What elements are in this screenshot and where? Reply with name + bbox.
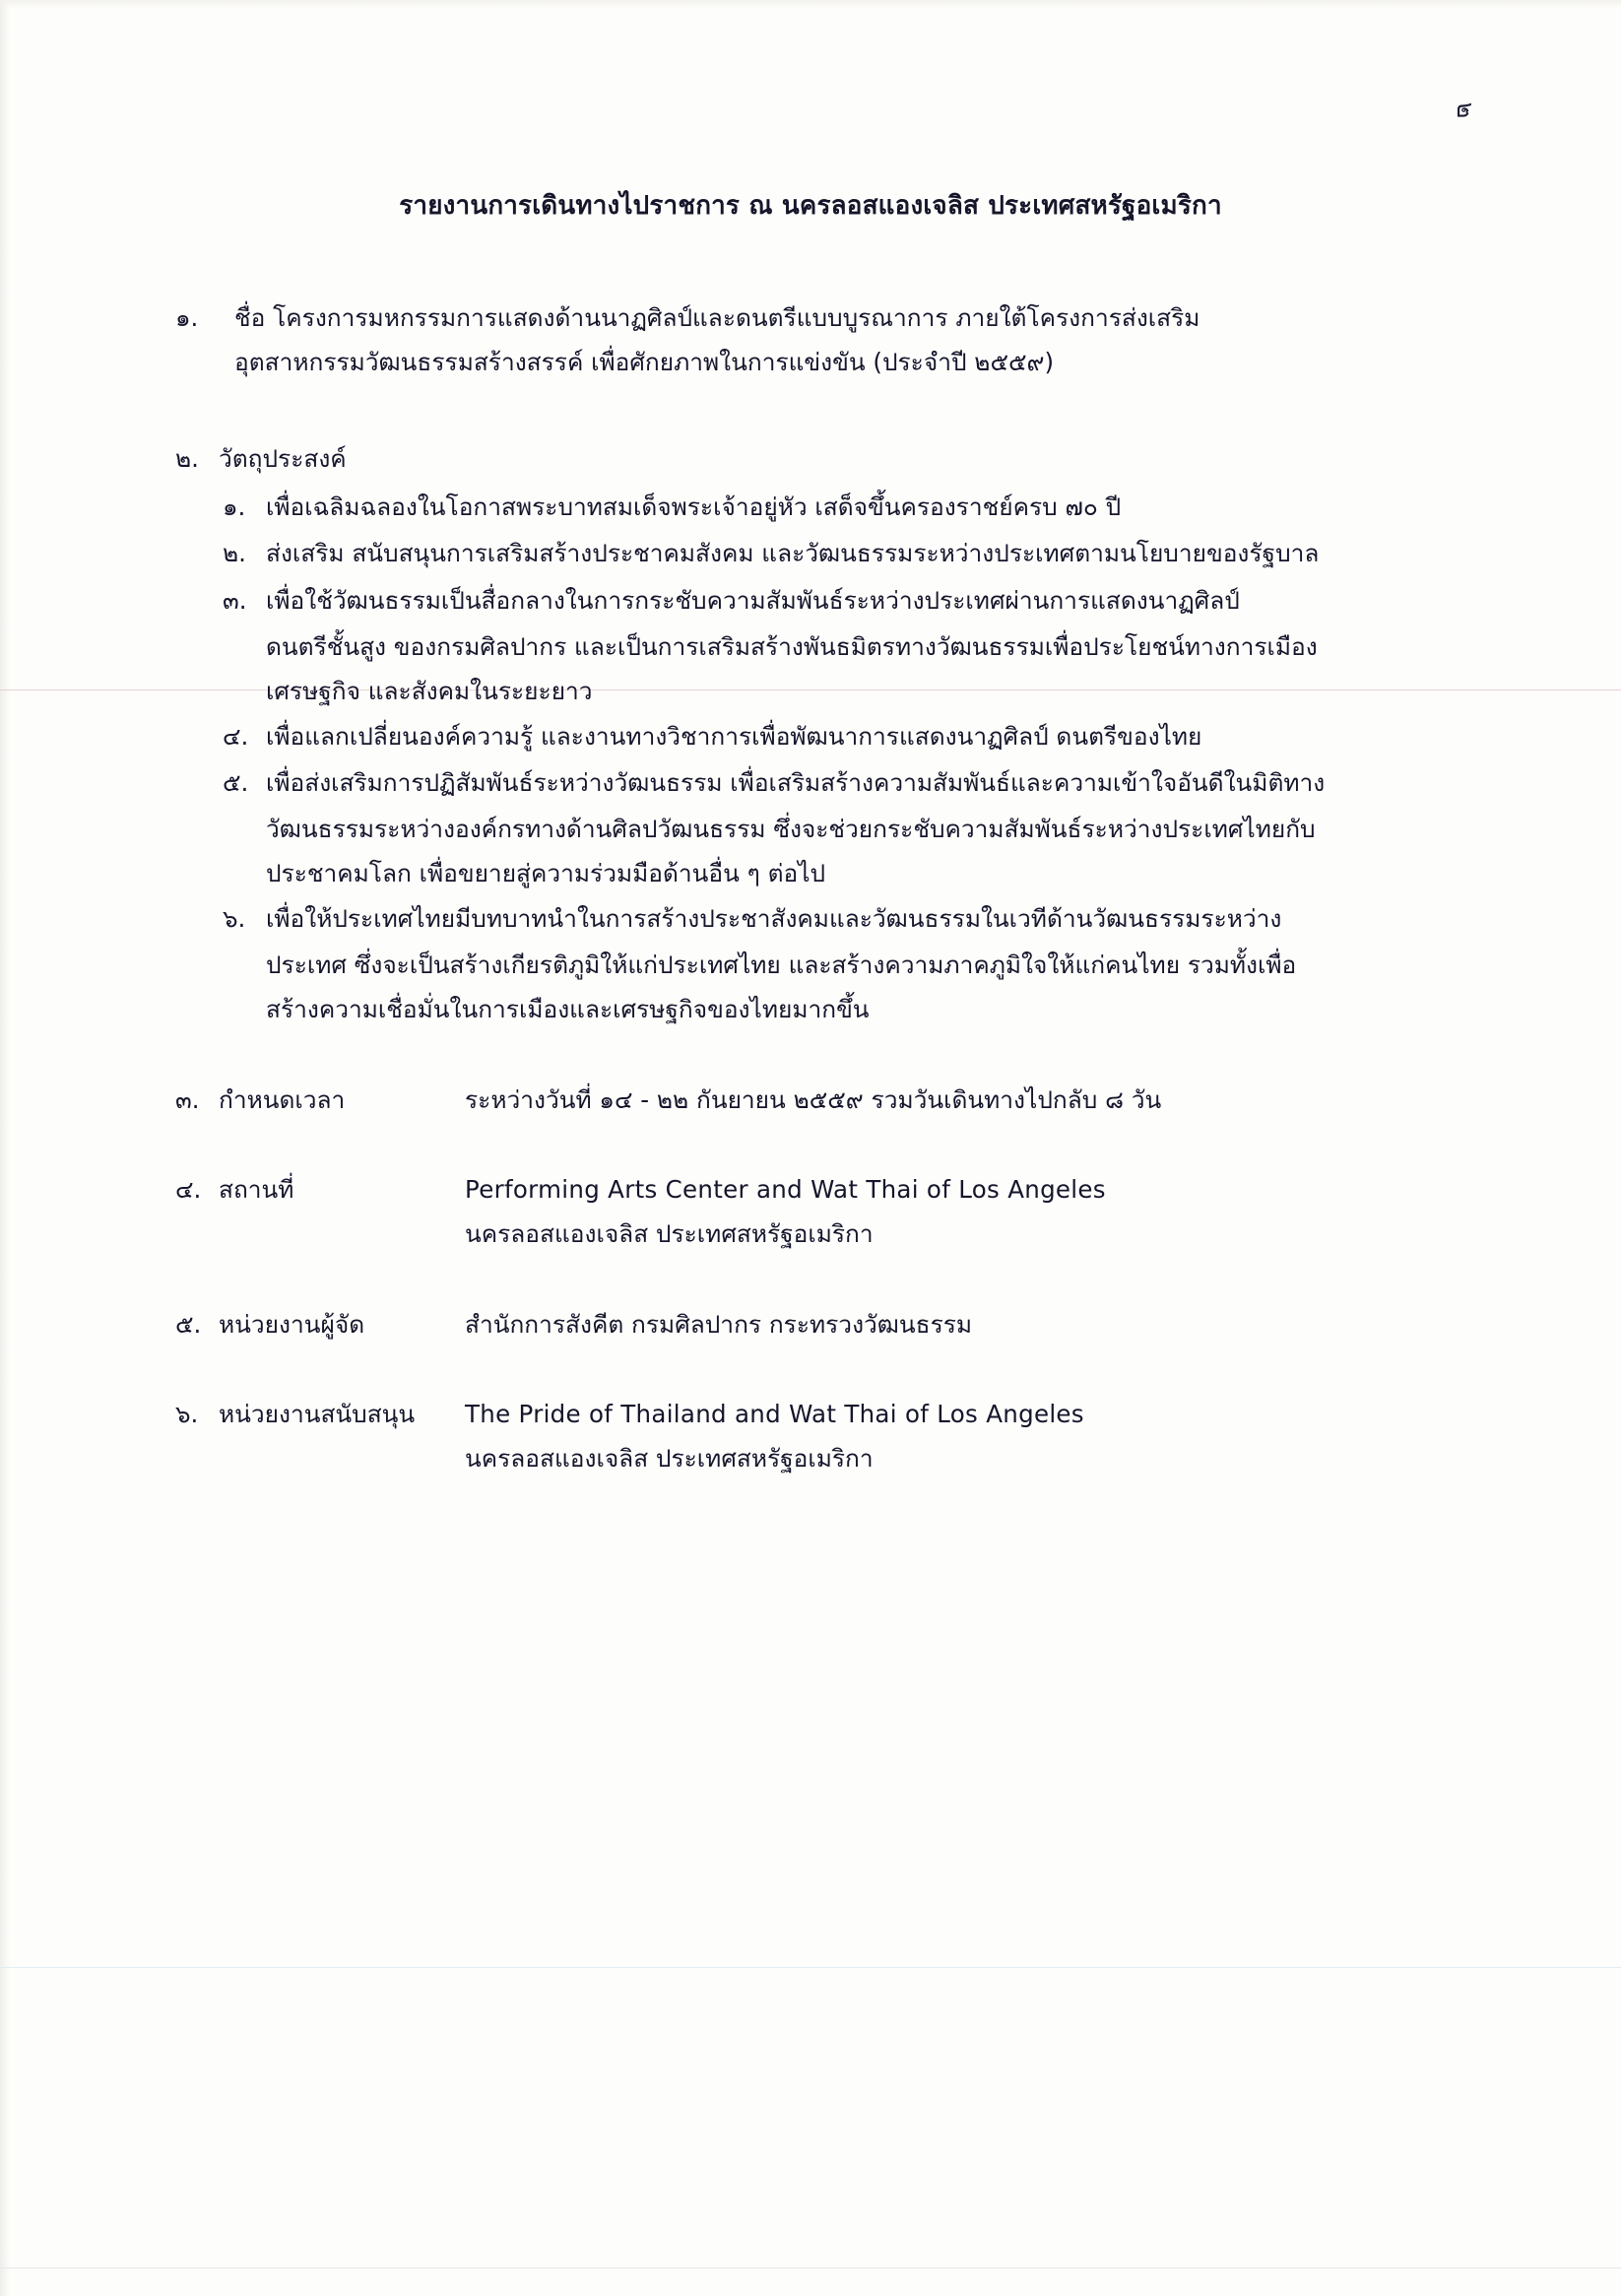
objective-line: เพื่อให้ประเทศไทยมีบทบาทนำในการสร้างประชาสังคมและวัฒนธรรมในเวทีด้านวัฒนธรรมระหว่าง	[266, 903, 1282, 933]
field-label: กำหนดเวลา	[219, 1084, 346, 1114]
page-title: รายงานการเดินทางไปราชการ ณ นครลอสแองเจลิส ประเทศสหรัฐอเมริกา	[399, 191, 1222, 221]
objective-line: เพื่อใช้วัฒนธรรมเป็นสื่อกลางในการกระชับความสัมพันธ์ระหว่างประเทศผ่านการแสดงนาฏศิลป์	[266, 585, 1240, 615]
scan-artifact-line-blue	[0, 1967, 1621, 1968]
field-value-line2: นครลอสแองเจลิส ประเทศสหรัฐอเมริกา	[465, 1219, 874, 1249]
field-label: สถานที่	[219, 1175, 294, 1204]
list-item	[223, 531, 1475, 575]
document-body	[175, 295, 1475, 1481]
field-value-line2: นครลอสแองเจลิส ประเทศสหรัฐอเมริกา	[465, 1444, 874, 1474]
objectives-list	[175, 485, 1475, 1032]
field-marker: ๔.	[175, 1175, 202, 1204]
objective-line: สร้างความเชื่อมั่นในการเมืองและเศรษฐกิจของไทยมากขึ้น	[266, 995, 870, 1024]
section1-line1: ชื่อ โครงการมหกรรมการแสดงด้านนาฏศิลป์และดนตรีแบบบูรณาการ ภายใต้โครงการส่งเสริม	[234, 303, 1200, 332]
list-item	[223, 578, 1475, 714]
field-marker: ๖.	[175, 1399, 199, 1428]
field-row-supporter	[175, 1392, 1475, 1481]
objective-line: ส่งเสริม สนับสนุนการเสริมสร้างประชาคมสังคม และวัฒนธรรมระหว่างประเทศตามนโยบายของรัฐบาล	[266, 539, 1320, 568]
field-row-schedule	[175, 1078, 1475, 1122]
objective-line: เพื่อส่งเสริมการปฏิสัมพันธ์ระหว่างวัฒนธรรม เพื่อเสริมสร้างความสัมพันธ์และความเข้าใจอันดีในมิติทาง	[266, 767, 1326, 797]
field-value: The Pride of Thailand and Wat Thai of Los Angeles	[465, 1399, 1084, 1428]
scan-artifact-line-bottom	[0, 2267, 1621, 2268]
objective-line: ดนตรีชั้นสูง ของกรมศิลปากร และเป็นการเสริมสร้างพันธมิตรทางวัฒนธรรมเพื่อประโยชน์ทางการเมือง	[266, 631, 1318, 661]
objective-line: ประเทศ ซึ่งจะเป็นสร้างเกียรติภูมิให้แก่ประเทศไทย และสร้างความภาคภูมิใจให้แก่คนไทย รวมทั้งเพื่อ	[266, 951, 1297, 980]
section1-line2: อุตสาหกรรมวัฒนธรรมสร้างสรรค์ เพื่อศักยภาพในการแข่งขัน (ประจำปี ๒๕๕๙)	[234, 348, 1055, 377]
section1-marker: ๑.	[175, 303, 199, 332]
page-number: ๒	[1451, 101, 1480, 119]
scan-edge-left	[0, 0, 10, 2296]
section2-marker: ๒.	[175, 443, 199, 473]
objective-marker: ๔.	[223, 721, 249, 751]
field-label: หน่วยงานสนับสนุน	[219, 1399, 416, 1428]
list-item	[223, 485, 1475, 529]
field-row-venue	[175, 1167, 1475, 1257]
objective-line: วัฒนธรรมระหว่างองค์กรทางด้านศิลปวัฒนธรรม ซึ่งจะช่วยกระชับความสัมพันธ์ระหว่างประเทศไทยกับ	[266, 815, 1316, 844]
field-value: ระหว่างวันที่ ๑๔ - ๒๒ กันยายน ๒๕๕๙ รวมวันเดินทางไปกลับ ๘ วัน	[465, 1084, 1162, 1114]
objective-marker: ๒.	[223, 539, 246, 568]
objective-marker: ๖.	[223, 903, 246, 933]
section-project-name	[175, 295, 1475, 385]
objective-line: เพื่อแลกเปลี่ยนองค์ความรู้ และงานทางวิชาการเพื่อพัฒนาการแสดงนาฏศิลป์ ดนตรีของไทย	[266, 721, 1202, 751]
list-item	[223, 760, 1475, 896]
section-objectives-heading	[175, 436, 1475, 481]
objective-marker: ๓.	[223, 585, 247, 615]
section2-heading: วัตถุประสงค์	[219, 443, 347, 473]
objective-line: ประชาคมโลก เพื่อขยายสู่ความร่วมมือด้านอื่น ๆ ต่อไป	[266, 859, 826, 888]
field-marker: ๕.	[175, 1309, 202, 1339]
field-row-organizer	[175, 1302, 1475, 1346]
objective-line: เศรษฐกิจ และสังคมในระยะยาว	[266, 677, 593, 706]
list-item	[223, 714, 1475, 758]
scan-edge-top	[0, 0, 1621, 8]
field-marker: ๓.	[175, 1084, 200, 1114]
field-label: หน่วยงานผู้จัด	[219, 1309, 365, 1339]
field-value: สำนักการสังคีต กรมศิลปากร กระทรวงวัฒนธรรม	[465, 1309, 973, 1339]
objective-marker: ๕.	[223, 767, 249, 797]
list-item	[223, 896, 1475, 1032]
field-value: Performing Arts Center and Wat Thai of Los Angeles	[465, 1175, 1106, 1204]
objective-marker: ๑.	[223, 492, 246, 521]
objective-line: เพื่อเฉลิมฉลองในโอกาสพระบาทสมเด็จพระเจ้าอยู่หัว เสด็จขึ้นครองราชย์ครบ ๗๐ ปี	[266, 492, 1122, 521]
